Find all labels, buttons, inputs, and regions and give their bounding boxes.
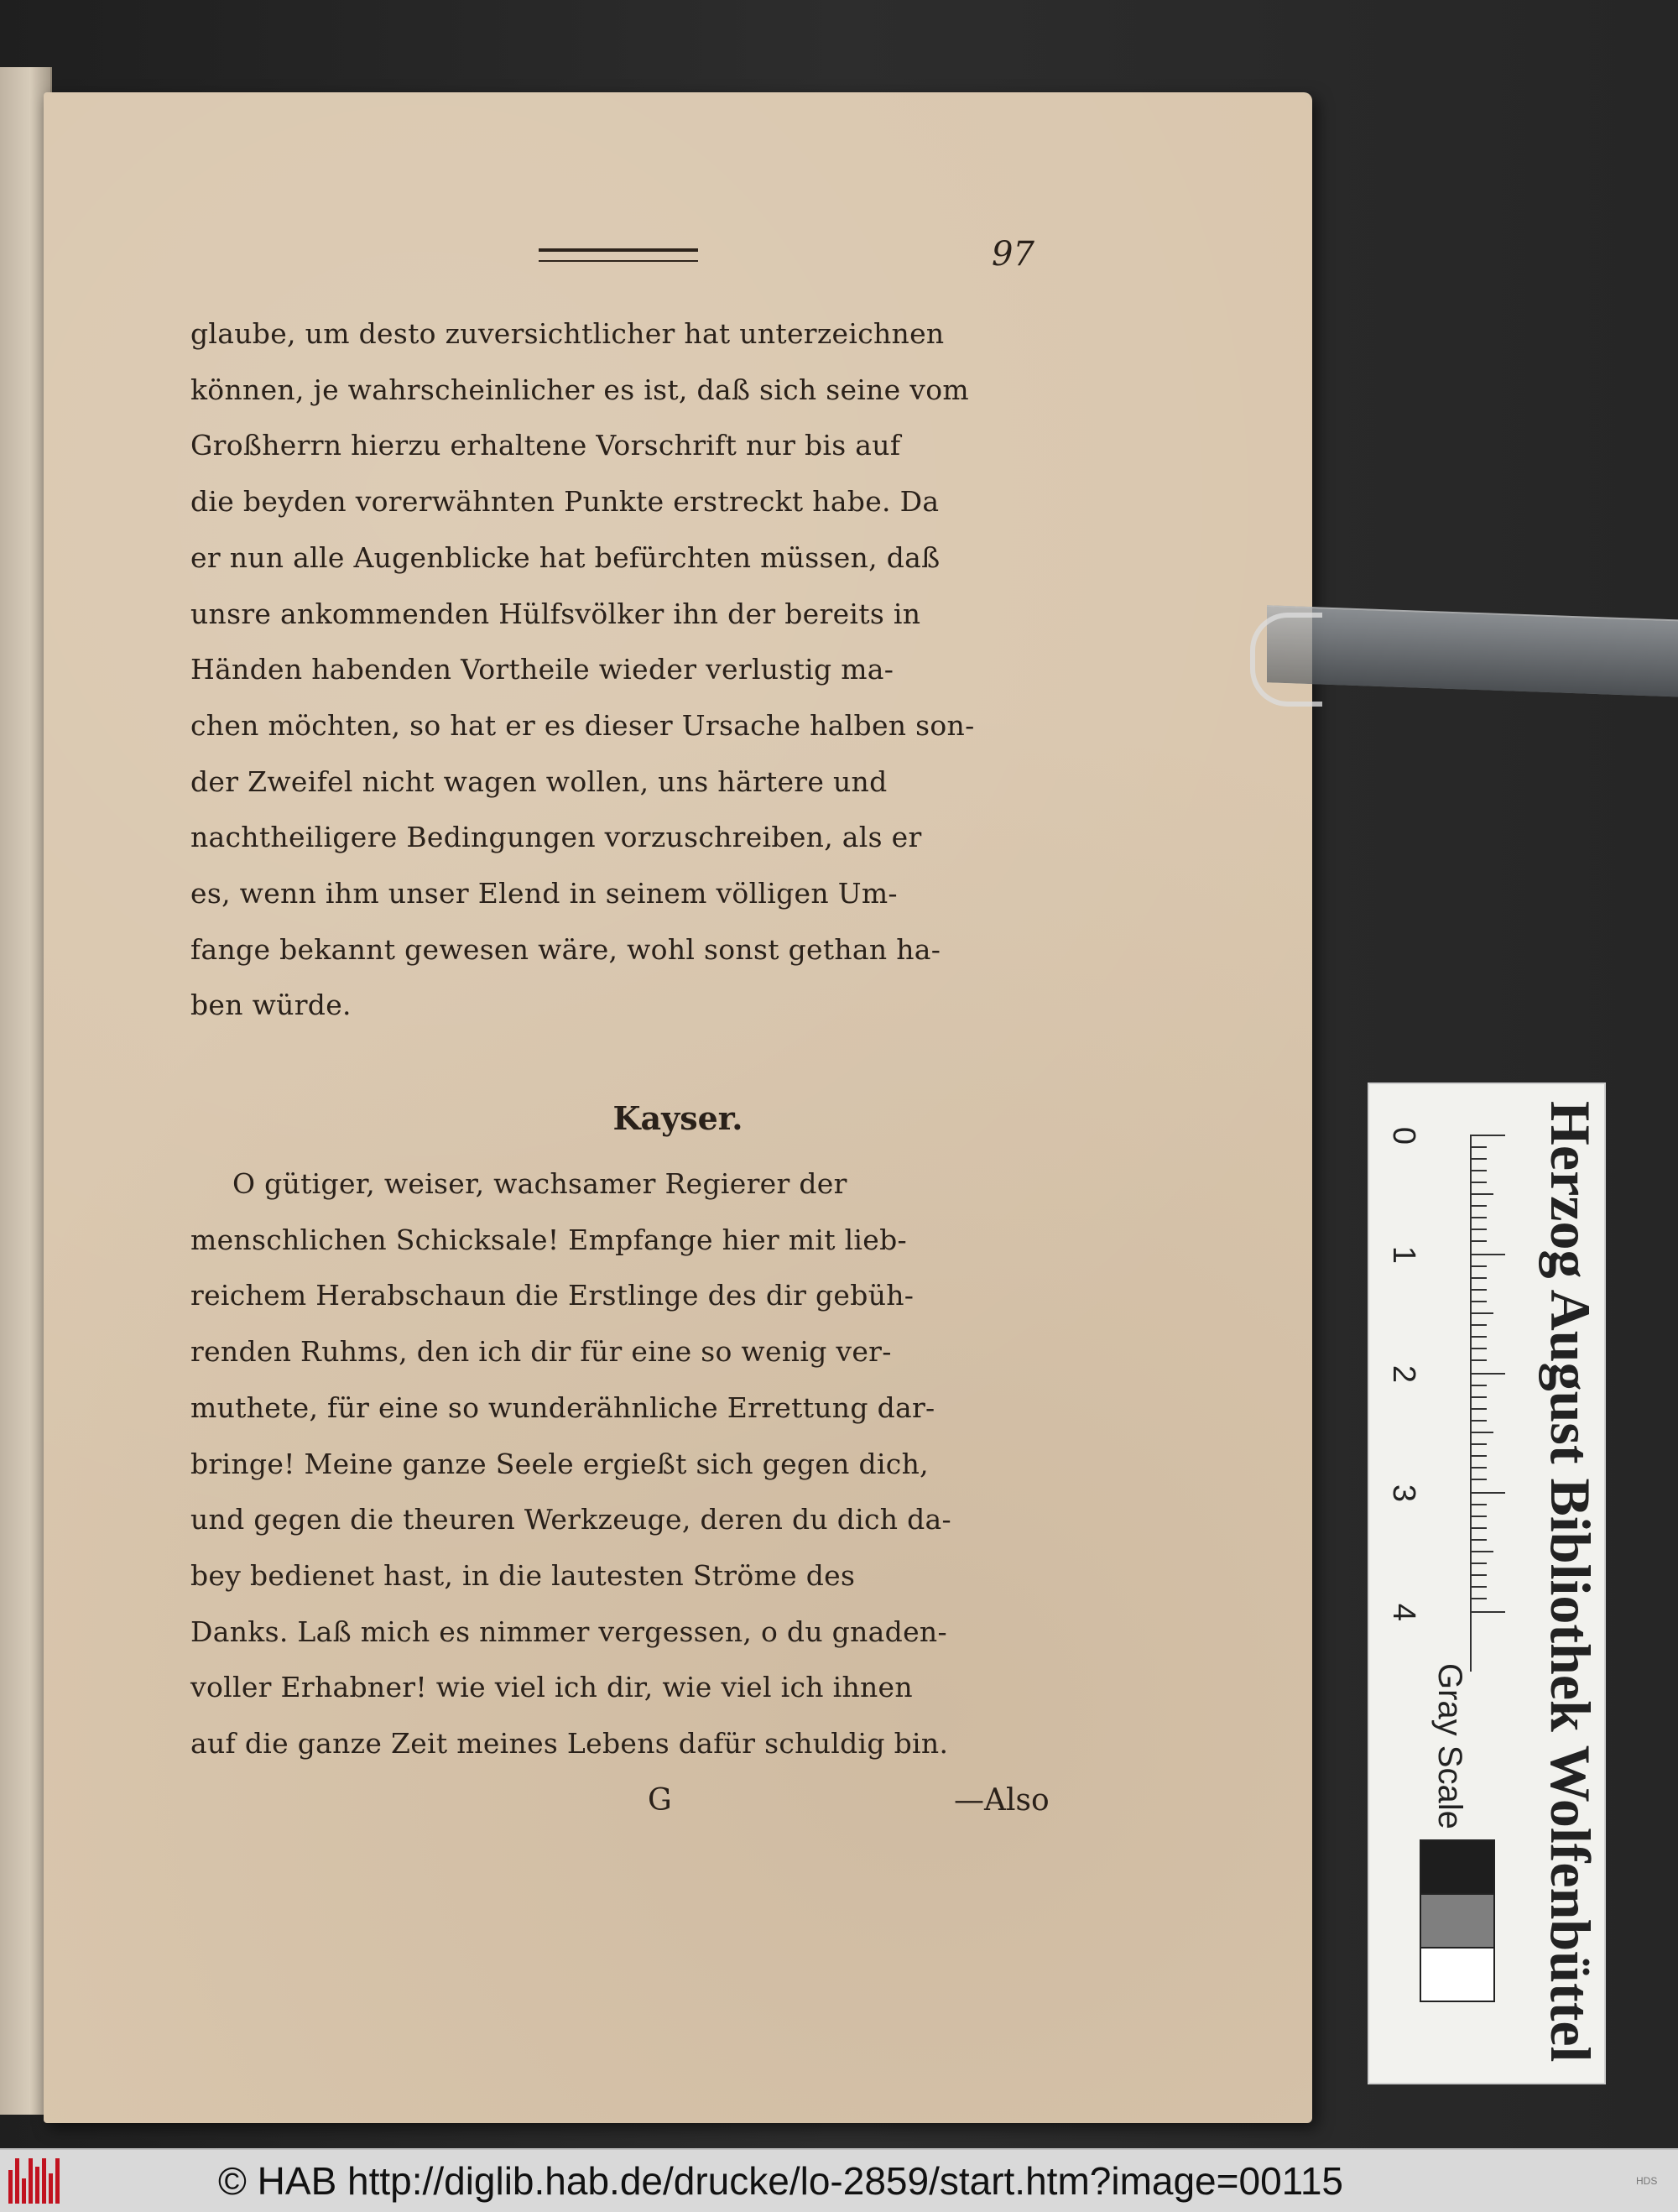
scale-number: 4 xyxy=(1386,1603,1422,1622)
text-line: unsre ankommenden Hülfsvölker ihn der bereits in xyxy=(190,597,921,630)
clip-body xyxy=(1267,605,1678,696)
gray-swatch-black xyxy=(1420,1839,1495,1895)
text-line: fange bekannt gewesen wäre, wohl sonst gethan ha- xyxy=(190,932,941,966)
text-line: nachtheiligere Bedingungen vorzuschreiben, als er xyxy=(190,821,922,854)
text-line: Danks. Laß mich es nimmer vergessen, o du gnaden- xyxy=(190,1615,947,1648)
text-line: und gegen die theuren Werkzeuge, deren du dich da- xyxy=(190,1503,951,1536)
paragraph-1 xyxy=(190,306,1088,1034)
page-clip xyxy=(1191,579,1678,730)
paragraph-2 xyxy=(190,1156,1088,1772)
text-line: es, wenn ihm unser Elend in seinem völligen Um- xyxy=(190,877,898,910)
text-line: renden Ruhms, den ich dir für eine so wenig ver- xyxy=(190,1335,892,1369)
scale-number: 1 xyxy=(1386,1245,1422,1265)
scale-number: 0 xyxy=(1386,1126,1422,1145)
page-number: 97 xyxy=(992,235,1034,274)
clip-tip xyxy=(1250,613,1322,707)
text-line: voller Erhabner! wie viel ich dir, wie viel ich ihnen xyxy=(190,1671,913,1704)
text-line: bringe! Meine ganze Seele ergießt sich gegen dich, xyxy=(190,1447,929,1480)
header-rule xyxy=(539,248,698,262)
footer-copyright: © HAB http://diglib.hab.de/drucke/lo-2859/start.htm?image=00115 xyxy=(218,2159,1344,2203)
text-line: auf die ganze Zeit meines Lebens dafür schuldig bin. xyxy=(190,1727,949,1761)
scale-number: 2 xyxy=(1386,1364,1422,1384)
library-title: Herzog August Bibliothek Wolfenbüttel xyxy=(1539,1101,1602,2063)
text-line: menschlichen Schicksale! Empfange hier mit lieb- xyxy=(190,1223,907,1256)
text-line: O gütiger, weiser, wachsamer Regierer der xyxy=(232,1167,847,1200)
text-line: bey bedienet hast, in die lautesten Ströme des xyxy=(190,1558,856,1592)
footer-mark: HDS xyxy=(1636,2175,1658,2187)
text-line: glaube, um desto zuversichtlicher hat unterzeichnen xyxy=(190,317,945,350)
book-page xyxy=(44,92,1312,2123)
text-line: reichem Herabschaun die Erstlinge des dir gebüh- xyxy=(190,1279,915,1312)
text-line: er nun alle Augenblicke hat befürchten müssen, daß xyxy=(190,540,941,574)
centimeter-ruler xyxy=(1470,1135,1505,1672)
gray-swatch-mid xyxy=(1420,1893,1495,1949)
text-line: der Zweifel nicht wagen wollen, uns härtere und xyxy=(190,764,888,798)
scale-number: 3 xyxy=(1386,1484,1422,1503)
gray-scale-label: Gray Scale xyxy=(1431,1663,1468,1829)
text-line: können, je wahrscheinlicher es ist, daß sich seine vom xyxy=(190,373,970,406)
text-line: chen möchten, so hat er es dieser Ursache halben son- xyxy=(190,708,975,742)
text-line: muthete, für eine so wunderähnliche Errettung dar- xyxy=(190,1390,935,1424)
barcode-logo-icon xyxy=(8,2158,67,2204)
text-line: Händen habenden Vortheile wieder verlustig ma- xyxy=(190,653,894,686)
footer-bar xyxy=(0,2148,1678,2212)
text-line: die beyden vorerwähnten Punkte erstreckt habe. Da xyxy=(190,485,940,519)
color-scale-card xyxy=(1368,1083,1606,2084)
section-heading: Kayser. xyxy=(612,1099,743,1137)
gray-swatch-white xyxy=(1420,1947,1495,2002)
text-line: ben würde. xyxy=(190,989,352,1022)
signature-mark: G xyxy=(648,1783,672,1818)
text-line: Großherrn hierzu erhaltene Vorschrift nur bis auf xyxy=(190,429,901,462)
catchword: —Also xyxy=(954,1783,1050,1818)
